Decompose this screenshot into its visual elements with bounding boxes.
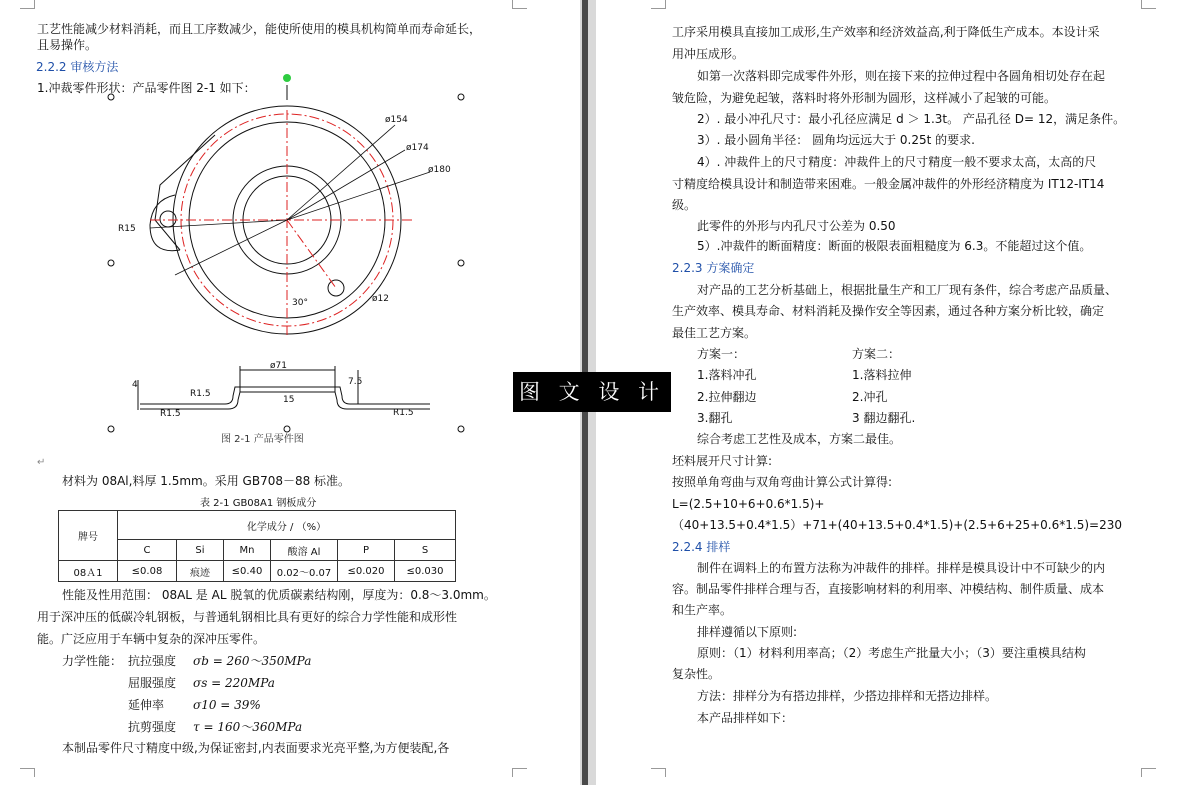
dim-label: 4 xyxy=(132,380,138,390)
paragraph-mark: ↵ xyxy=(37,457,46,468)
plan-title: 方案二： xyxy=(852,347,901,361)
body-text: 排样遵循以下原则: xyxy=(697,625,798,639)
body-text: 工艺性能减少材料消耗，而且工序数减少，能使所使用的模具机构简单而寿命延长， xyxy=(37,22,482,36)
body-text: 工序采用模具直接加工成形,生产效率和经济效益高,利于降低生产成本。本设计采 xyxy=(672,25,1100,39)
body-text: 按照单角弯曲与双角弯曲计算公式计算得: xyxy=(672,475,893,489)
crop-mark xyxy=(20,0,35,9)
table-cell: ≤0.020 xyxy=(338,561,395,582)
table-header: 酸溶 Al xyxy=(271,540,338,561)
table-header: Si xyxy=(177,540,224,561)
table-header: S xyxy=(395,540,456,561)
body-text: 综合考虑工艺性及成本，方案二最佳。 xyxy=(697,432,902,446)
body-text: 制件在调料上的布置方法称为冲裁件的排样。排样是模具设计中不可缺少的内 xyxy=(697,561,1106,575)
left-page xyxy=(0,0,580,785)
section-heading: 2.2.3 方案确定 xyxy=(672,261,755,275)
body-text: 2）. 最小冲孔尺寸：最小孔径应满足 d ＞ 1.3t。 产品孔径 D= 12，满足条件。 xyxy=(697,112,1126,126)
mech-label: 抗拉强度 xyxy=(128,654,177,668)
plan-item: 1.落料拉伸 xyxy=(852,368,912,382)
body-text: 3）. 最小圆角半径： 圆角均远远大于 0.25t 的要求. xyxy=(697,133,975,147)
crop-mark xyxy=(1141,0,1156,9)
dim-label: R1.5 xyxy=(393,408,414,418)
body-text: 和生产率。 xyxy=(672,603,733,617)
crop-mark xyxy=(512,0,527,9)
table-caption: 表 2-1 GB08A1 钢板成分 xyxy=(200,498,317,509)
plan-item: 3 翻边翻孔. xyxy=(852,411,916,425)
body-text: 坯料展开尺寸计算: xyxy=(672,454,773,468)
body-text: 如第一次落料即完成零件外形，则在接下来的拉伸过程中各圆角相切处存在起 xyxy=(697,69,1106,83)
table-cell: 0.02～0.07 xyxy=(271,561,338,582)
mech-formula: σ10 = 39% xyxy=(193,698,261,712)
dim-label: 30° xyxy=(292,298,308,308)
mech-formula: τ = 160～360MPa xyxy=(193,720,303,734)
table-header: Mn xyxy=(224,540,271,561)
watermark-banner: 图 文 设 计 xyxy=(513,372,671,412)
mech-label: 屈服强度 xyxy=(128,676,177,690)
body-text: 皱危险，为避免起皱，落料时将外形制为圆形，这样减小了起皱的可能。 xyxy=(672,91,1057,105)
formula-text: L=(2.5+10+6+0.6*1.5)+ xyxy=(672,497,825,511)
crop-mark xyxy=(651,768,666,777)
body-text: 级。 xyxy=(672,198,697,212)
dim-label: ø174 xyxy=(406,143,429,153)
composition-table xyxy=(58,510,456,582)
mech-label: 延伸率 xyxy=(128,698,165,712)
body-text: 生产效率、模具寿命、材料消耗及操作安全等因素，通过各种方案分析比较，确定 xyxy=(672,304,1105,318)
table-header: C xyxy=(118,540,177,561)
body-text: 方法：排样分为有搭边排样，少搭边排样和无搭边排样。 xyxy=(697,689,998,703)
body-text: 且易操作。 xyxy=(37,38,98,52)
plan-item: 1.落料冲孔 xyxy=(697,368,757,382)
body-text: 5）.冲裁件的断面精度：断面的极限表面粗糙度为 6.3。不能超过这个值。 xyxy=(697,239,1092,253)
body-text: 本制品零件尺寸精度中级,为保证密封,内表面要求光亮平整,为方便装配,各 xyxy=(62,741,450,755)
body-text: 本产品排样如下： xyxy=(697,711,794,725)
mech-formula: σs = 220MPa xyxy=(193,676,275,690)
table-row xyxy=(59,561,456,582)
dim-label: ø71 xyxy=(270,361,287,371)
formula-text: （40+13.5+0.4*1.5）+71+(40+13.5+0.4*1.5)+(2.5+6+25+0.6*1.5)=230 xyxy=(672,518,1122,532)
body-text: 4）. 冲裁件上的尺寸精度：冲裁件上的尺寸精度一般不要求太高，太高的尺 xyxy=(697,155,1097,169)
dim-label: R15 xyxy=(118,224,136,234)
mech-label: 抗剪强度 xyxy=(128,720,177,734)
dim-label: 15 xyxy=(283,395,295,405)
body-text: 容。制品零件排样合理与否，直接影响材料的利用率、冲模结构、制件质量、成本 xyxy=(672,582,1105,596)
body-text: 用冲压成形。 xyxy=(672,47,745,61)
body-text: 此零件的外形与内孔尺寸公差为 0.50 xyxy=(697,219,896,233)
crop-mark xyxy=(651,0,666,9)
table-cell: ≤0.40 xyxy=(224,561,271,582)
dim-label: ø12 xyxy=(372,294,389,304)
table-cell: 痕迹 xyxy=(177,561,224,582)
body-text: 能。广泛应用于车辆中复杂的深冲压零件。 xyxy=(37,632,266,646)
figure-caption: 图 2-1 产品零件图 xyxy=(221,434,304,445)
right-page xyxy=(596,0,1187,785)
crop-mark xyxy=(1141,768,1156,777)
plan-item: 2.拉伸翻边 xyxy=(697,390,757,404)
section-heading: 2.2.4 排样 xyxy=(672,540,731,554)
dim-label: ø180 xyxy=(428,165,451,175)
body-text: 材料为 08Al,料厚 1.5mm。采用 GB708－88 标准。 xyxy=(62,474,351,488)
table-cell: ≤0.030 xyxy=(395,561,456,582)
dim-label: ø154 xyxy=(385,115,408,125)
body-text: 原则：（1）材料利用率高；（2）考虑生产批量大小；（3）要注重模具结构 xyxy=(697,646,1086,660)
body-text: 复杂性。 xyxy=(672,667,721,681)
table-cell: ≤0.08 xyxy=(118,561,177,582)
dim-label: 7.5 xyxy=(348,377,363,387)
body-text: 最佳工艺方案。 xyxy=(672,326,757,340)
table-header: 化学成分 / （%） xyxy=(118,511,456,540)
body-text: 寸精度给模具设计和制造带来困难。一般金属冲裁件的外形经济精度为 IT12-IT14 xyxy=(672,177,1105,191)
mech-formula: σb = 260～350MPa xyxy=(193,654,312,668)
table-header: 牌号 xyxy=(59,511,118,561)
plan-item: 3.翻孔 xyxy=(697,411,733,425)
body-text: 1.冲裁零件形状：产品零件图 2-1 如下： xyxy=(37,81,256,95)
crop-mark xyxy=(512,768,527,777)
body-text: 用于深冲压的低碳冷轧钢板，与普通轧钢相比具有更好的综合力学性能和成形性 xyxy=(37,610,458,624)
body-text: 对产品的工艺分析基础上，根据批量生产和工厂现有条件，综合考虑产品质量、 xyxy=(697,283,1118,297)
plan-item: 2.冲孔 xyxy=(852,390,888,404)
body-text: 性能及性用范围： 08AL 是 AL 脱氧的优质碳素结构刚，厚度为：0.8～3.0mm。 xyxy=(62,588,496,602)
dim-label: R1.5 xyxy=(190,389,211,399)
table-header: P xyxy=(338,540,395,561)
mech-title: 力学性能： xyxy=(62,654,123,668)
plan-title: 方案一： xyxy=(697,347,746,361)
section-heading: 2.2.2 审核方法 xyxy=(36,60,119,74)
crop-mark xyxy=(20,768,35,777)
part-drawing xyxy=(100,70,480,450)
dim-label: R1.5 xyxy=(160,409,181,419)
table-cell: 08Ａ1 xyxy=(59,561,118,582)
